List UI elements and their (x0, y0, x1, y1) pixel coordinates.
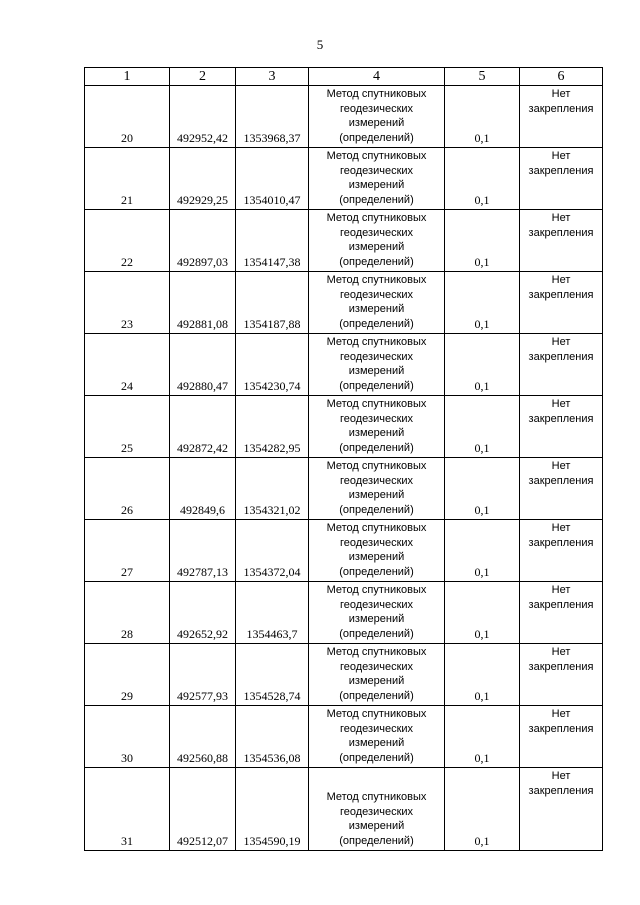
method-cell (309, 768, 445, 851)
accuracy-cell: 0,1 (445, 272, 520, 334)
mark-line: Нет (551, 770, 571, 782)
point-number-cell: 27 (85, 520, 170, 582)
y-coordinate-cell: 1354463,7 (236, 582, 309, 644)
x-coordinate-cell: 492652,92 (170, 582, 236, 644)
method-line: Метод спутниковых (326, 790, 427, 803)
mark-line: Нет (551, 522, 571, 534)
column-header: 2 (170, 68, 236, 86)
mark-cell (520, 520, 603, 582)
method-line: (определений) (339, 628, 414, 641)
method-line: Метод спутниковых (326, 87, 427, 100)
x-coordinate-cell: 492881,08 (170, 272, 236, 334)
method-line: измерений (348, 117, 405, 130)
table-row (85, 520, 603, 582)
mark-cell (520, 86, 603, 148)
method-line: геодезических (339, 164, 414, 177)
point-number-cell: 31 (85, 768, 170, 851)
method-line: (определений) (339, 132, 414, 145)
mark-line: закрепления (528, 474, 594, 487)
x-coordinate-cell: 492787,13 (170, 520, 236, 582)
method-line: геодезических (339, 722, 414, 735)
mark-cell (520, 458, 603, 520)
mark-line: закрепления (528, 598, 594, 611)
mark-line: закрепления (528, 164, 594, 177)
mark-line: закрепления (528, 536, 594, 549)
accuracy-cell: 0,1 (445, 520, 520, 582)
method-line: (определений) (339, 835, 414, 848)
method-line: измерений (348, 489, 405, 502)
method-line: геодезических (339, 660, 414, 673)
method-cell (309, 272, 445, 334)
point-number-cell: 20 (85, 86, 170, 148)
point-number-cell: 22 (85, 210, 170, 272)
x-coordinate-cell: 492512,07 (170, 768, 236, 851)
method-line: измерений (348, 820, 405, 833)
x-coordinate-cell: 492577,93 (170, 644, 236, 706)
method-line: (определений) (339, 380, 414, 393)
method-cell (309, 148, 445, 210)
x-coordinate-cell: 492872,42 (170, 396, 236, 458)
table-row (85, 582, 603, 644)
y-coordinate-cell: 1354536,08 (236, 706, 309, 768)
method-cell (309, 582, 445, 644)
mark-line: закрепления (528, 288, 594, 301)
method-line: Метод спутниковых (326, 397, 427, 410)
point-number-cell: 29 (85, 644, 170, 706)
accuracy-cell: 0,1 (445, 334, 520, 396)
mark-cell (520, 768, 603, 851)
mark-line: Нет (551, 274, 571, 286)
method-cell (309, 520, 445, 582)
accuracy-cell: 0,1 (445, 396, 520, 458)
mark-line: закрепления (528, 660, 594, 673)
method-line: измерений (348, 365, 405, 378)
mark-line: закрепления (528, 784, 594, 797)
method-line: измерений (348, 427, 405, 440)
mark-line: Нет (551, 646, 571, 658)
y-coordinate-cell: 1353968,37 (236, 86, 309, 148)
mark-cell (520, 334, 603, 396)
method-line: Метод спутниковых (326, 583, 427, 596)
method-line: измерений (348, 241, 405, 254)
point-number-cell: 26 (85, 458, 170, 520)
x-coordinate-cell: 492849,6 (170, 458, 236, 520)
method-line: (определений) (339, 256, 414, 269)
method-line: (определений) (339, 504, 414, 517)
accuracy-cell: 0,1 (445, 706, 520, 768)
mark-line: Нет (551, 212, 571, 224)
table-row (85, 396, 603, 458)
mark-cell (520, 582, 603, 644)
table-row (85, 768, 603, 851)
point-number-cell: 25 (85, 396, 170, 458)
mark-line: Нет (551, 150, 571, 162)
column-header: 1 (85, 68, 170, 86)
y-coordinate-cell: 1354372,04 (236, 520, 309, 582)
accuracy-cell: 0,1 (445, 210, 520, 272)
method-line: Метод спутниковых (326, 645, 427, 658)
method-line: геодезических (339, 288, 414, 301)
mark-cell (520, 644, 603, 706)
method-line: геодезических (339, 474, 414, 487)
table-row (85, 148, 603, 210)
method-cell (309, 706, 445, 768)
method-line: геодезических (339, 350, 414, 363)
method-line: Метод спутниковых (326, 211, 427, 224)
method-line: Метод спутниковых (326, 273, 427, 286)
mark-cell (520, 396, 603, 458)
mark-cell (520, 148, 603, 210)
method-cell (309, 334, 445, 396)
point-number-cell: 28 (85, 582, 170, 644)
accuracy-cell: 0,1 (445, 458, 520, 520)
table-row (85, 706, 603, 768)
x-coordinate-cell: 492952,42 (170, 86, 236, 148)
method-line: (определений) (339, 194, 414, 207)
method-line: измерений (348, 675, 405, 688)
method-line: измерений (348, 551, 405, 564)
mark-cell (520, 210, 603, 272)
y-coordinate-cell: 1354528,74 (236, 644, 309, 706)
page-number: 5 (316, 37, 324, 52)
accuracy-cell: 0,1 (445, 582, 520, 644)
x-coordinate-cell: 492880,47 (170, 334, 236, 396)
method-cell (309, 210, 445, 272)
mark-line: Нет (551, 708, 571, 720)
mark-line: Нет (551, 460, 571, 472)
method-line: (определений) (339, 566, 414, 579)
mark-line: Нет (551, 398, 571, 410)
accuracy-cell: 0,1 (445, 86, 520, 148)
mark-line: Нет (551, 336, 571, 348)
mark-line: закрепления (528, 722, 594, 735)
y-coordinate-cell: 1354187,88 (236, 272, 309, 334)
method-line: (определений) (339, 752, 414, 765)
method-cell (309, 86, 445, 148)
accuracy-cell: 0,1 (445, 768, 520, 851)
method-line: измерений (348, 179, 405, 192)
method-line: измерений (348, 737, 405, 750)
method-line: геодезических (339, 102, 414, 115)
table-row (85, 644, 603, 706)
method-line: Метод спутниковых (326, 707, 427, 720)
mark-cell (520, 706, 603, 768)
y-coordinate-cell: 1354230,74 (236, 334, 309, 396)
mark-line: закрепления (528, 350, 594, 363)
table-row (85, 458, 603, 520)
column-header: 5 (445, 68, 520, 86)
method-line: геодезических (339, 805, 414, 818)
accuracy-cell: 0,1 (445, 148, 520, 210)
method-line: Метод спутниковых (326, 459, 427, 472)
mark-cell (520, 272, 603, 334)
point-number-cell: 23 (85, 272, 170, 334)
y-coordinate-cell: 1354010,47 (236, 148, 309, 210)
table-header-row (85, 68, 603, 86)
method-line: (определений) (339, 318, 414, 331)
column-header: 6 (520, 68, 603, 86)
mark-line: закрепления (528, 412, 594, 425)
column-header: 4 (309, 68, 445, 86)
y-coordinate-cell: 1354590,19 (236, 768, 309, 851)
method-line: (определений) (339, 690, 414, 703)
method-line: геодезических (339, 536, 414, 549)
table-row (85, 86, 603, 148)
table-row (85, 334, 603, 396)
method-line: геодезических (339, 598, 414, 611)
method-line: (определений) (339, 442, 414, 455)
table-row (85, 210, 603, 272)
mark-line: Нет (551, 88, 571, 100)
method-line: измерений (348, 613, 405, 626)
x-coordinate-cell: 492897,03 (170, 210, 236, 272)
point-number-cell: 24 (85, 334, 170, 396)
coordinates-table (84, 67, 603, 851)
x-coordinate-cell: 492560,88 (170, 706, 236, 768)
method-line: геодезических (339, 226, 414, 239)
point-number-cell: 30 (85, 706, 170, 768)
mark-line: Нет (551, 584, 571, 596)
method-cell (309, 396, 445, 458)
y-coordinate-cell: 1354282,95 (236, 396, 309, 458)
mark-line: закрепления (528, 226, 594, 239)
y-coordinate-cell: 1354321,02 (236, 458, 309, 520)
method-cell (309, 458, 445, 520)
column-header: 3 (236, 68, 309, 86)
method-line: геодезических (339, 412, 414, 425)
method-cell (309, 644, 445, 706)
point-number-cell: 21 (85, 148, 170, 210)
method-line: Метод спутниковых (326, 521, 427, 534)
table-row (85, 272, 603, 334)
method-line: измерений (348, 303, 405, 316)
method-line: Метод спутниковых (326, 149, 427, 162)
x-coordinate-cell: 492929,25 (170, 148, 236, 210)
method-line: Метод спутниковых (326, 335, 427, 348)
y-coordinate-cell: 1354147,38 (236, 210, 309, 272)
mark-line: закрепления (528, 102, 594, 115)
accuracy-cell: 0,1 (445, 644, 520, 706)
